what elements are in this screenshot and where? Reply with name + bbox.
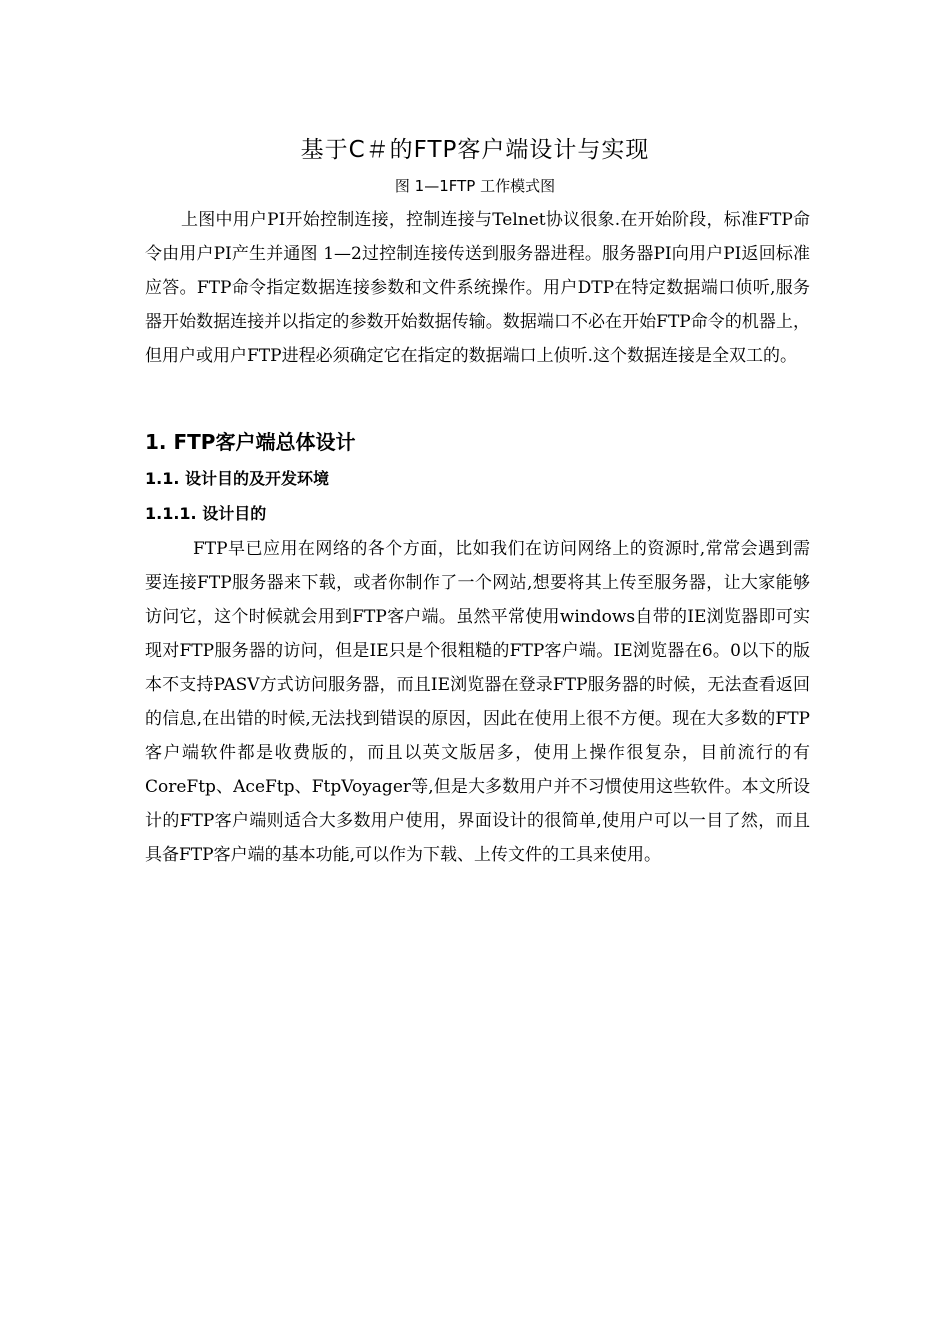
- figure-caption: 图 1—1FTP 工作模式图: [394, 177, 556, 195]
- section-heading-1-1-1: 1.1.1. 设计目的: [145, 504, 267, 523]
- body-paragraph-2: FTP早已应用在网络的各个方面，比如我们在访问网络上的资源时,常常会遇到需要连接FTP服务器来下载，或者你制作了一个网站,想要将其上传至服务器，让大家能够访问它，这个时候就会用到FTP客户端。虽然平常使用windows自带的IE浏览器即可实现对FTP服务器的访问，但是IE只是个很粗糙的FTP客户端。IE浏览器在6。0以下的版本不支持PASV方式访问服务器，而且IE浏览器在登录FTP服务器的时候，无法查看返回的信息,在出错的时候,无法找到错误的原因，因此在使用上很不方便。现在大多数的FTP客户端软件都是收费版的，而且以英文版居多，使用上操作很复杂，目前流行的有CoreFtp、AceFtp、FtpVoyager等,但是大多数用户并不习惯使用这些软件。本文所设计的FTP客户端则适合大多数用户使用，界面设计的很简单,使用户可以一目了然，而且具备FTP客户端的基本功能,可以作为下载、上传文件的工具来使用。: [145, 539, 810, 865]
- document-title: 基于C＃的FTP客户端设计与实现: [300, 137, 650, 163]
- section-heading-1: 1. FTP客户端总体设计: [145, 430, 356, 454]
- section-heading-1-1: 1.1. 设计目的及开发环境: [145, 469, 329, 488]
- body-paragraph-1: 上图中用户PI开始控制连接，控制连接与Telnet协议很象.在开始阶段，标准FTP命令由用户PI产生并通图 1—2过控制连接传送到服务器进程。服务器PI向用户PI返回标准应答。FTP命令指定数据连接参数和文件系统操作。用户DTP在特定数据端口侦听,服务器开始数据连接并以指定的参数开始数据传输。数据端口不必在开始FTP命令的机器上，但用户或用户FTP进程必须确定它在指定的数据端口上侦听.这个数据连接是全双工的。: [145, 210, 810, 366]
